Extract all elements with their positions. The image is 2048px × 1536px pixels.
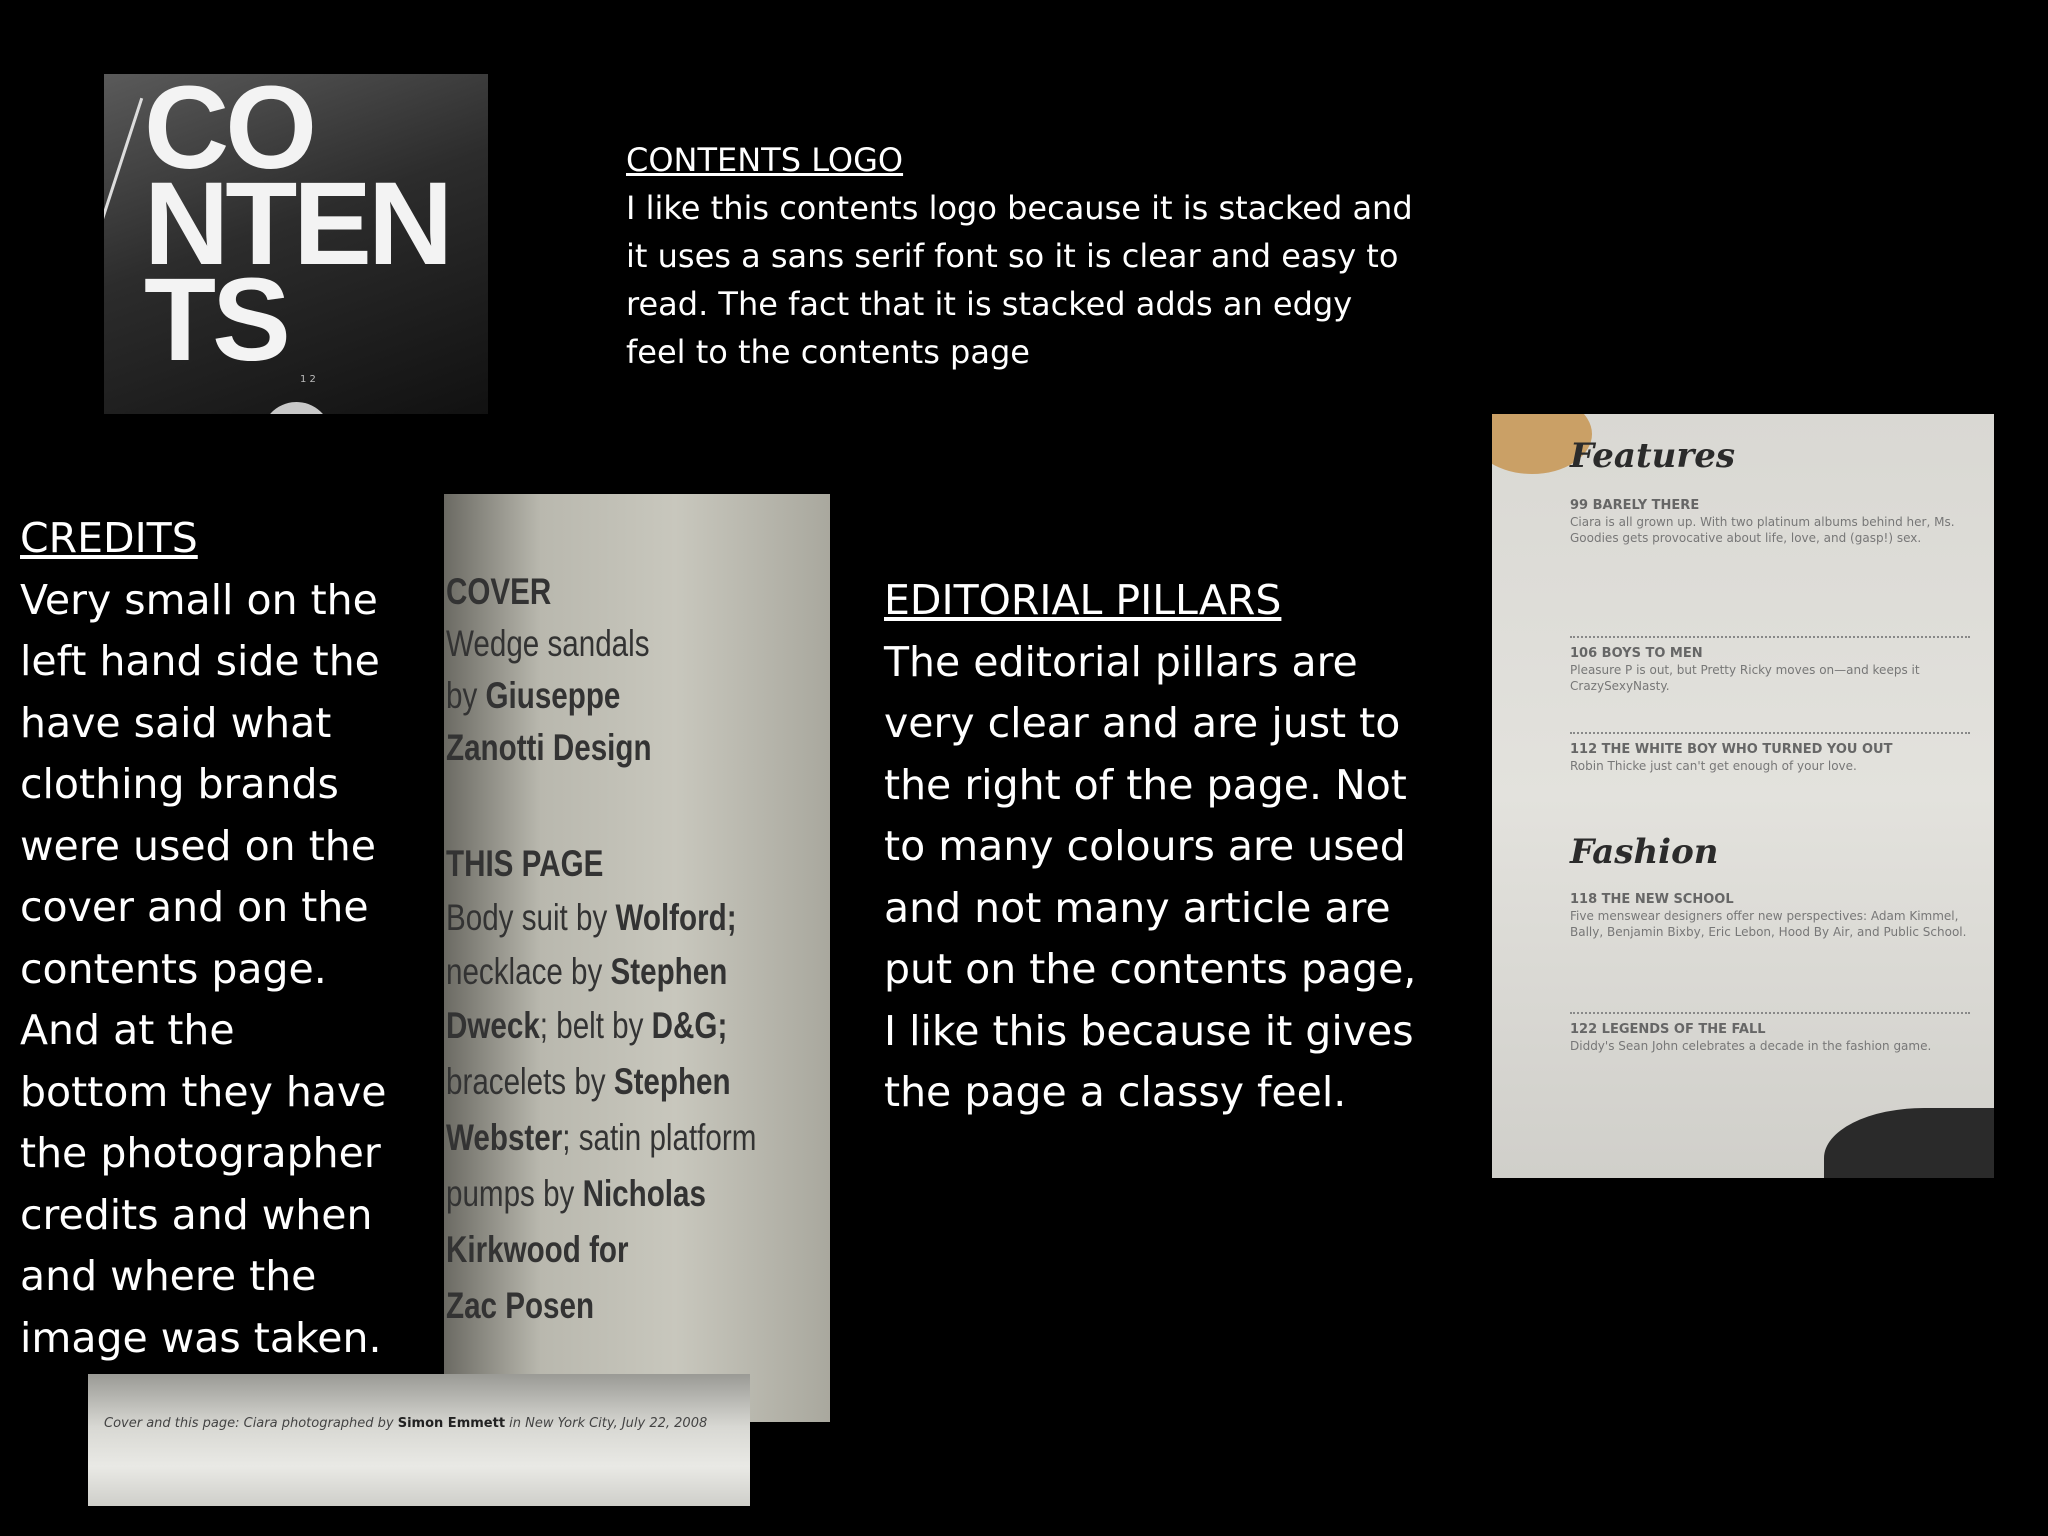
editorial-pillars-line: and not many article are [884,883,1391,932]
this-page-line: necklace by Stephen [446,951,728,992]
editorial-pillars-line: the page a classy feel. [884,1068,1347,1116]
credits-line: and where the [20,1252,317,1300]
cover-line: Zanotti Design [446,727,652,768]
logo-line-3: TS [144,254,287,386]
this-page-line: Zac Posen [446,1285,595,1326]
credits-line: Very small on the [20,575,378,624]
this-page-line: Body suit by Wolford; [446,897,737,938]
credits-line: contents page. [20,944,327,993]
contents-logo-photo [104,74,488,414]
contents-logo-line: I like this contents logo because it is stacked and [626,189,1413,227]
logo-line-2: NTEN [144,158,450,290]
editorial-pillars-line: very clear and are just to [884,699,1401,747]
contents-logo-line: feel to the contents page [626,333,1030,371]
credits-annotation [20,508,430,1369]
dotted-rule [1570,636,1970,638]
editorial-pillars-line: the right of the page. Not [884,760,1407,809]
editorial-pillars-photo [1492,414,1994,1178]
photographer-credit-line: Cover and this page: Ciara photographed by Simon Emmett in New York City, July 22, 2008 [104,1416,708,1431]
contents-logo-heading: CONTENTS LOGO [626,141,904,179]
editorial-pillars-line: put on the contents page, [884,945,1417,993]
dotted-rule [1570,732,1970,734]
credits-heading: CREDITS [20,514,198,562]
dotted-rule [1570,1012,1970,1014]
credits-line: bottom they have [20,1067,387,1116]
this-page-line: Webster; satin platform [446,1117,757,1158]
this-page-line: Dweck; belt by D&G; [446,1005,728,1046]
credits-line: image was taken. [20,1313,382,1362]
editorial-pillars-line: to many colours are used [884,822,1406,870]
contents-logo-line: it uses a sans serif font so it is clear and easy to [626,237,1399,275]
slash-graphic [104,98,143,261]
credits-line: cover and on the [20,883,369,931]
editorial-pillars-heading: EDITORIAL PILLARS [884,576,1282,624]
features-section-label: Features [1570,436,1736,476]
credits-line: left hand side the [20,637,380,685]
logo-page-numbers: 1 2 [300,374,316,385]
credits-line: have said what [20,698,332,747]
editorial-pillars-line: I like this because it gives [884,1006,1414,1055]
photographer-credit-photo [88,1374,750,1506]
fashion-item: 118 THE NEW SCHOOL Five menswear designers offer new perspectives: Adam Kimmel, Bally, Benjamin Bixby, Eric Lebon, Hood By Air, and Public School. [1570,892,1967,939]
fashion-section-label: Fashion [1570,832,1719,872]
shoe-graphic [249,389,330,414]
this-page-line: bracelets by Stephen [446,1061,731,1102]
features-item: 106 BOYS TO MEN Pleasure P is out, but Pretty Ricky moves on—and keeps it CrazySexyNasty. [1570,646,1920,693]
contents-logo-annotation [626,136,1426,376]
contents-logo-line: read. The fact that it is stacked adds an edgy [626,285,1353,323]
credits-closeup-photo [444,494,830,1422]
this-page-line: pumps by Nicholas [446,1173,706,1214]
cover-line: by Giuseppe [446,675,621,716]
credits-line: credits and when [20,1190,373,1239]
logo-line-1: CO [144,74,313,194]
credits-line: were used on the [20,821,376,870]
editorial-pillars-line: The editorial pillars are [884,637,1358,686]
this-page-heading: THIS PAGE [446,843,604,884]
this-page-line: Kirkwood for [446,1229,629,1270]
corner-graphic [1824,1108,1994,1178]
credits-line: And at the [20,1006,235,1054]
features-item: 112 THE WHITE BOY WHO TURNED YOU OUT Robin Thicke just can't get enough of your love. [1570,742,1893,773]
cover-line: Wedge sandals [446,623,650,664]
credits-line: the photographer [20,1129,381,1177]
features-item: 99 BARELY THERE Ciara is all grown up. With two platinum albums behind her, Ms. Goodies gets provocative about life, love, and (gasp!) sex. [1570,498,1955,545]
cover-heading: COVER [446,571,552,612]
editorial-pillars-annotation [884,570,1454,1124]
fashion-item: 122 LEGENDS OF THE FALL Diddy's Sean John celebrates a decade in the fashion game. [1570,1022,1932,1053]
credits-line: clothing brands [20,760,339,808]
